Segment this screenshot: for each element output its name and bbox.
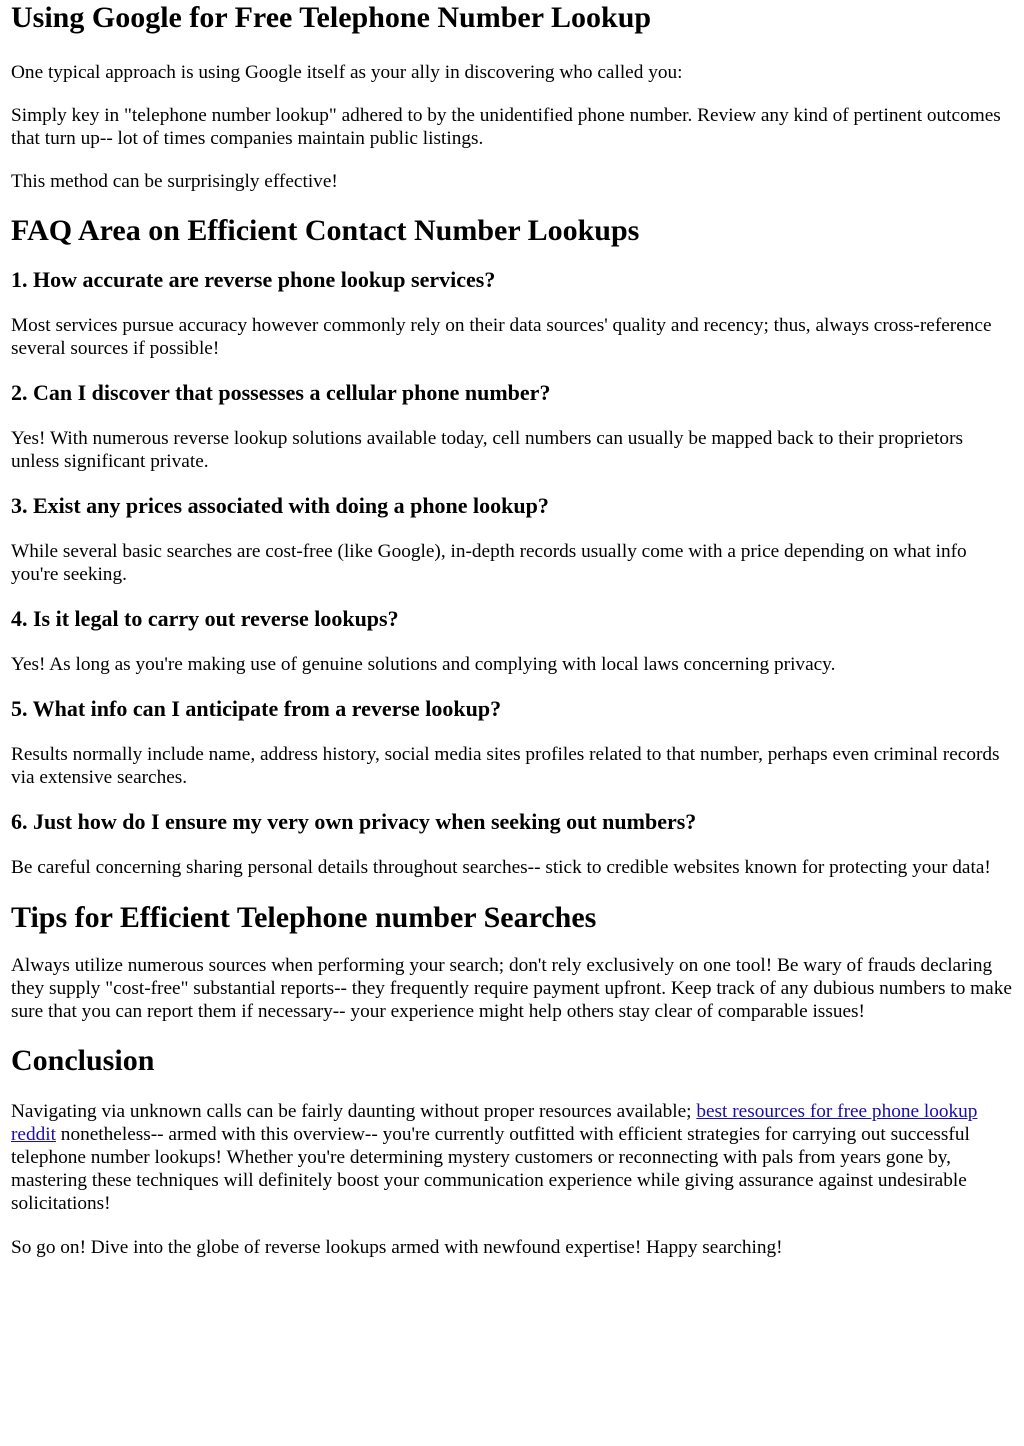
faq-answer: While several basic searches are cost-free (like Google), in-depth records usually come with a price depending on what info you're seeking. <box>11 541 967 585</box>
section-title-conclusion: Conclusion <box>11 1044 155 1077</box>
faq-answer: Yes! As long as you're making use of genuine solutions and complying with local laws concerning privacy. <box>11 654 836 675</box>
paragraph: This method can be surprisingly effective! <box>11 171 338 192</box>
faq-answer: Be careful concerning sharing personal details throughout searches-- stick to credible websites known for protecting your data! <box>11 857 991 878</box>
faq-question: 2. Can I discover that possesses a cellular phone number? <box>11 380 551 405</box>
section-title-tips: Tips for Efficient Telephone number Searches <box>11 901 597 934</box>
faq-question: 1. How accurate are reverse phone lookup services? <box>11 267 496 292</box>
faq-answer: Most services pursue accuracy however commonly rely on their data sources' quality and recency; thus, always cross-reference several sources if possible! <box>11 315 992 359</box>
faq-question: 5. What info can I anticipate from a reverse lookup? <box>11 696 502 721</box>
paragraph: So go on! Dive into the globe of reverse lookups armed with newfound expertise! Happy searching! <box>11 1237 783 1258</box>
faq-answer: Results normally include name, address history, social media sites profiles related to that number, perhaps even criminal records via extensive searches. <box>11 744 1000 788</box>
paragraph: Simply key in "telephone number lookup" adhered to by the unidentified phone number. Review any kind of pertinent outcomes that turn up-- lot of times companies maintain public listings. <box>11 105 1001 149</box>
paragraph: One typical approach is using Google itself as your ally in discovering who called you: <box>11 62 683 83</box>
faq-answer: Yes! With numerous reverse lookup solutions available today, cell numbers can usually be mapped back to their proprietors unless significant private. <box>11 428 963 472</box>
faq-question: 4. Is it legal to carry out reverse lookups? <box>11 606 399 631</box>
resources-link[interactable]: best resources for free phone lookup reddit <box>11 1101 978 1145</box>
faq-question: 3. Exist any prices associated with doing a phone lookup? <box>11 493 549 518</box>
paragraph: Always utilize numerous sources when performing your search; don't rely exclusively on one tool! Be wary of frauds declaring they supply "cost-free" substantial reports-- they frequently require payment upfront. Keep track of any dubious numbers to make sure that you can report them if necessary-- your experience might help others stay clear of comparable issues! <box>11 955 1012 1022</box>
faq-question: 6. Just how do I ensure my very own privacy when seeking out numbers? <box>11 809 697 834</box>
faq-list <box>11 266 1013 879</box>
paragraph <box>11 1100 1013 1215</box>
section-title-google-lookup: Using Google for Free Telephone Number Lookup <box>11 1 652 34</box>
section-title-faq: FAQ Area on Efficient Contact Number Lookups <box>11 214 640 247</box>
paragraph-text: Navigating via unknown calls can be fairly daunting without proper resources available; <box>11 1101 697 1122</box>
paragraph-text: nonetheless-- armed with this overview-- you're currently outfitted with efficient strategies for carrying out successful telephone number lookups! Whether you're determining mystery customers or reconnecting with pals from years gone by, mastering these techniques will definitely boost your communication experience while giving assurance against undesirable solicitations! <box>11 1124 970 1214</box>
